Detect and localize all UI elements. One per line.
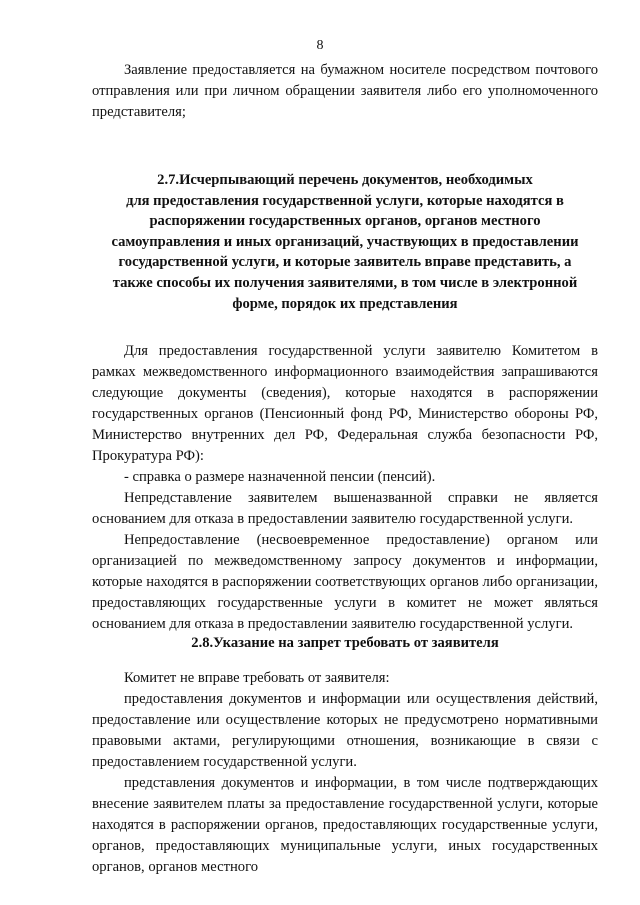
intro-paragraph: Заявление предоставляется на бумажном носителе посредством почтового отправления или при личном обращении заявителя либо его уполномоченного представителя; — [92, 62, 598, 120]
heading-line: также способы их получения заявителями, в том числе в электронной — [112, 274, 578, 291]
section-2-7-heading — [92, 170, 598, 314]
heading-line: 2.7.Исчерпывающий перечень документов, необходимых — [157, 172, 533, 188]
paragraph: Непредставление заявителем вышеназванной справки не является основанием для отказа в предоставлении заявителю государственной услуги. — [92, 490, 598, 527]
heading-line: для предоставления государственной услуги, которые находятся в — [126, 192, 564, 209]
heading-line: распоряжении государственных органов, органов местного — [149, 213, 541, 230]
list-item: - справка о размере назначенной пенсии (пенсий). — [124, 469, 436, 485]
heading-line: 2.8.Указание на запрет требовать от заявителя — [191, 635, 499, 651]
section-2-8-body — [92, 668, 598, 878]
paragraph: Комитет не вправе требовать от заявителя: — [124, 670, 390, 686]
heading-line: форме, порядок их представления — [232, 295, 458, 312]
intro-block — [92, 60, 598, 123]
section-2-8-heading — [92, 633, 598, 654]
paragraph: Для предоставления государственной услуги заявителю Комитетом в рамках межведомственного информационного взаимодействия запрашиваются следующие документы (сведения), которые находятся в распоряжении государственных органов (Пенсионный фонд РФ, Министерство обороны РФ, Министерство внутренних дел РФ, Федеральная служба безопасности РФ, Прокуратура РФ): — [92, 343, 598, 464]
paragraph: Непредоставление (несвоевременное предоставление) органом или организацией по межведомственному запросу документов и информации, которые находятся в распоряжении соответствующих органов либо организации, предоставляющих государственные услуги в комитет не может являться основанием для отказа в предоставлении заявителю государственной услуги. — [92, 532, 598, 632]
heading-line: государственной услуги, и которые заявитель вправе представить, а — [118, 254, 572, 271]
paragraph: предоставления документов и информации или осуществления действий, предоставление или осуществление которых не предусмотрено нормативными правовыми актами, регулирующими отношения, возникающие в связи с предоставлением государственной услуги. — [92, 691, 598, 770]
paragraph: представления документов и информации, в том числе подтверждающих внесение заявителем платы за предоставление государственной услуги, которые находятся в распоряжении органов, предоставляющих государственные услуги, органов, предоставляющих муниципальные услуги, иных государственных органов, органов местного — [92, 775, 598, 875]
page-number: 8 — [316, 38, 324, 53]
section-2-7-body — [92, 341, 598, 635]
heading-line: самоуправления и иных организаций, участвующих в предоставлении — [111, 233, 579, 250]
